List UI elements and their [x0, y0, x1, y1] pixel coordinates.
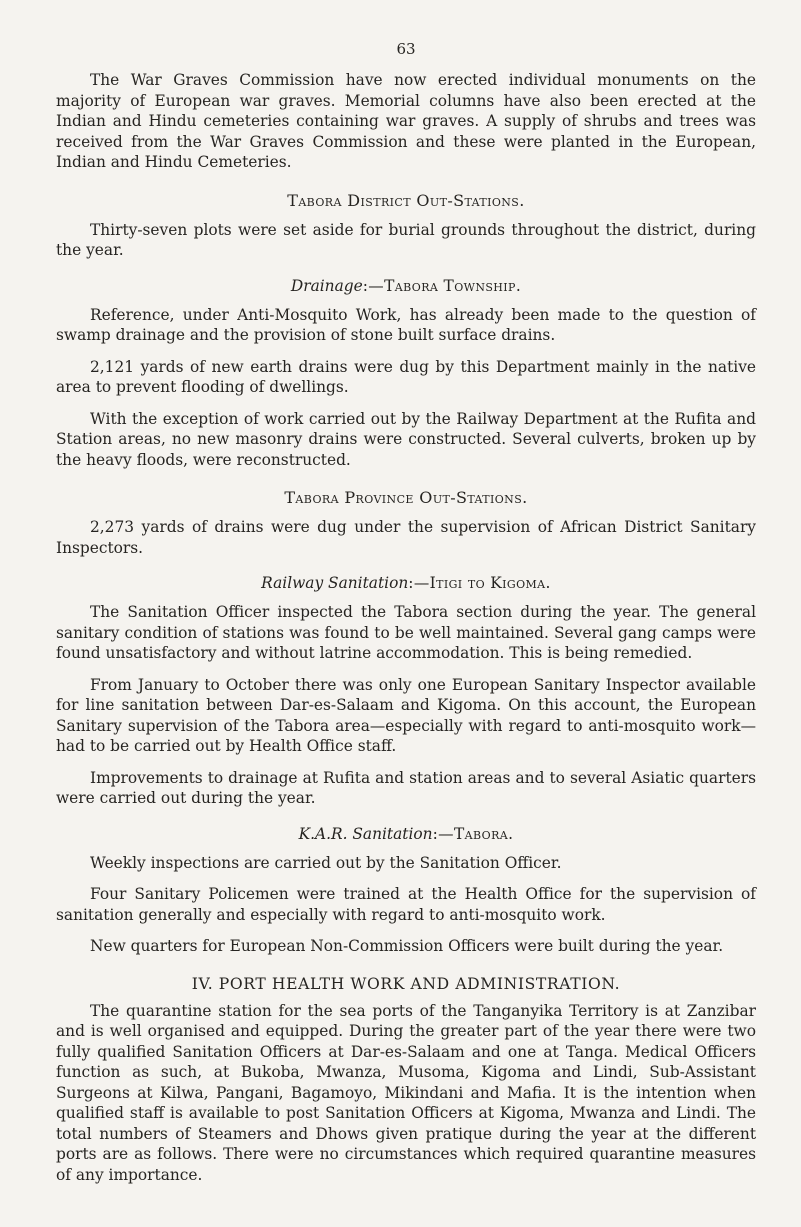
subheading-railway-label: Railway Sanitation: [261, 574, 409, 592]
subheading-kar-label: K.A.R. Sanitation: [298, 824, 433, 843]
paragraph-quarantine-station: The quarantine station for the sea ports of the Tanganyika Territory is at Zanzibar and is well organised and equipped. During the greater part of the year there were two fully qualified Sanitation Officers at Dar-es-Salaam and one at Tanga. Medical Officers function as such, at Bukoba, Mwanza, Musoma, Kigoma and Lindi, Sub-Assistant Surgeons at Kilwa, Pangani, Bagamoyo, Mikindani and Mafia. It is the intention when qualified staff is available to post Sanitation Officers at Kigoma, Mwanza and Lindi. The total numbers of Steamers and Dhows given pratique during the year at the different ports are as follows. There were no circumstances which required quarantine measures of any importance.: [56, 1001, 756, 1184]
paragraph-masonry-drains: With the exception of work carried out by the Railway Department at the Rufita and Station areas, no new masonry drains were constructed. Several culverts, broken up by the heavy floods, were reconstructed.: [56, 409, 756, 469]
paragraph-weekly-inspections: Weekly inspections are carried out by the Sanitation Officer.: [90, 853, 562, 872]
paragraph-tabora-section: The Sanitation Officer inspected the Tabora section during the year. The general sanitary condition of stations was found to be well maintained. Several gang camps were found unsatisfactory and without latrine accommodation. This is being remedied.: [56, 603, 756, 662]
paragraph-province-drains: 2,273 yards of drains were dug under the supervision of African District Sanitary Inspectors.: [56, 518, 756, 557]
paragraph-drainage-improvements: Improvements to drainage at Rufita and station areas and to several Asiatic quarters were carried out during the year.: [56, 768, 756, 807]
paragraph-sanitary-policemen: Four Sanitary Policemen were trained at the Health Office for the supervision of sanitation generally and especially with regard to anti-mosquito work.: [56, 885, 756, 924]
paragraph-war-graves: The War Graves Commission have now erected individual monuments on the majority of European war graves. Memorial columns have also been erected at the Indian and Hindu cemeteries containing war graves. A supply of shrubs and trees was received from the War Graves Commission and these were planted in the European, Indian and Hindu Cemeteries.: [56, 71, 756, 171]
subheading-railway-place: :—Itigi to Kigoma.: [408, 574, 551, 592]
subheading-drainage-place: :—Tabora Township.: [362, 276, 522, 295]
paragraph-earth-drains: 2,121 yards of new earth drains were dug by this Department mainly in the native area to prevent flooding of dwellings.: [56, 357, 756, 396]
subheading-drainage-label: Drainage: [290, 276, 363, 295]
heading-tabora-province-out-stations: Tabora Province Out-Stations.: [284, 488, 528, 507]
subheading-railway-sanitation: [56, 574, 756, 592]
heading-tabora-district-out-stations: Tabora District Out-Stations.: [287, 190, 525, 210]
page-number: 63: [396, 40, 416, 58]
paragraph-swamp-drainage: Reference, under Anti-Mosquito Work, has already been made to the question of swamp drainage and the provision of stone built surface drains.: [56, 305, 756, 344]
subheading-kar-sanitation: [56, 825, 756, 843]
paragraph-line-sanitation: From January to October there was only one European Sanitary Inspector available for line sanitation between Dar-es-Salaam and Kigoma. On this account, the European Sanitary supervision of the Tabora area—especially with regard to anti-mosquito work—had to be carried out by Health Office staff.: [56, 675, 756, 755]
subheading-kar-place: :—Tabora.: [432, 824, 514, 843]
paragraph-new-quarters: New quarters for European Non-Commission Officers were built during the year.: [90, 937, 724, 955]
section-title-port-health: IV. PORT HEALTH WORK AND ADMINISTRATION.: [191, 974, 621, 993]
paragraph-burial-plots: Thirty-seven plots were set aside for burial grounds throughout the district, during the year.: [56, 220, 756, 259]
subheading-drainage: [56, 277, 756, 295]
